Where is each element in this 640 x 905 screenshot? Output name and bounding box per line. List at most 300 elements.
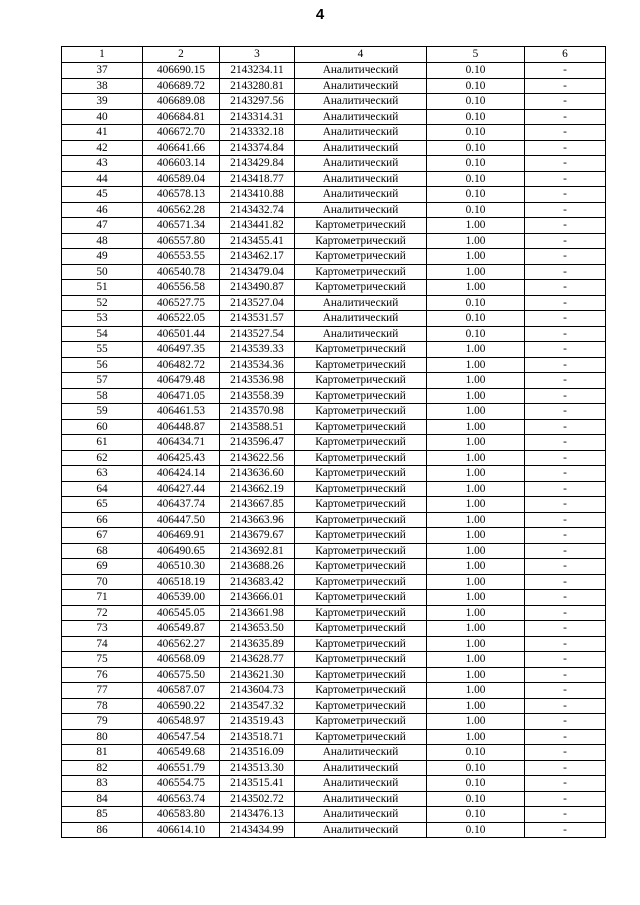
note-cell: - <box>525 202 606 218</box>
accuracy-cell: 1.00 <box>427 481 525 497</box>
y-coordinate-cell: 2143679.67 <box>220 528 295 544</box>
x-coordinate-cell: 406424.14 <box>143 466 220 482</box>
table-row <box>62 156 606 172</box>
method-cell: Аналитический <box>295 760 427 776</box>
table-row <box>62 373 606 389</box>
y-coordinate-cell: 2143518.71 <box>220 729 295 745</box>
point-number-cell: 54 <box>62 326 143 342</box>
point-number-cell: 79 <box>62 714 143 730</box>
x-coordinate-cell: 406556.58 <box>143 280 220 296</box>
method-cell: Аналитический <box>295 125 427 141</box>
method-cell: Картометрический <box>295 497 427 513</box>
method-cell: Картометрический <box>295 419 427 435</box>
method-cell: Аналитический <box>295 822 427 838</box>
x-coordinate-cell: 406540.78 <box>143 264 220 280</box>
x-coordinate-cell: 406589.04 <box>143 171 220 187</box>
x-coordinate-cell: 406590.22 <box>143 698 220 714</box>
y-coordinate-cell: 2143667.85 <box>220 497 295 513</box>
x-coordinate-cell: 406545.05 <box>143 605 220 621</box>
point-number-cell: 47 <box>62 218 143 234</box>
note-cell: - <box>525 559 606 575</box>
y-coordinate-cell: 2143490.87 <box>220 280 295 296</box>
point-number-cell: 74 <box>62 636 143 652</box>
table-row <box>62 435 606 451</box>
y-coordinate-cell: 2143604.73 <box>220 683 295 699</box>
point-number-cell: 51 <box>62 280 143 296</box>
note-cell: - <box>525 419 606 435</box>
x-coordinate-cell: 406563.74 <box>143 791 220 807</box>
x-coordinate-cell: 406568.09 <box>143 652 220 668</box>
method-cell: Картометрический <box>295 729 427 745</box>
point-number-cell: 70 <box>62 574 143 590</box>
x-coordinate-cell: 406689.08 <box>143 94 220 110</box>
y-coordinate-cell: 2143516.09 <box>220 745 295 761</box>
note-cell: - <box>525 156 606 172</box>
table-row <box>62 450 606 466</box>
accuracy-cell: 0.10 <box>427 140 525 156</box>
note-cell: - <box>525 822 606 838</box>
y-coordinate-cell: 2143462.17 <box>220 249 295 265</box>
note-cell: - <box>525 435 606 451</box>
y-coordinate-cell: 2143234.11 <box>220 63 295 79</box>
y-coordinate-cell: 2143596.47 <box>220 435 295 451</box>
note-cell: - <box>525 543 606 559</box>
x-coordinate-cell: 406554.75 <box>143 776 220 792</box>
accuracy-cell: 1.00 <box>427 497 525 513</box>
x-coordinate-cell: 406641.66 <box>143 140 220 156</box>
accuracy-cell: 0.10 <box>427 822 525 838</box>
header-col-4: 4 <box>295 47 427 63</box>
method-cell: Картометрический <box>295 590 427 606</box>
method-cell: Картометрический <box>295 466 427 482</box>
y-coordinate-cell: 2143410.88 <box>220 187 295 203</box>
point-number-cell: 64 <box>62 481 143 497</box>
method-cell: Картометрический <box>295 714 427 730</box>
point-number-cell: 57 <box>62 373 143 389</box>
table-row <box>62 218 606 234</box>
accuracy-cell: 1.00 <box>427 590 525 606</box>
point-number-cell: 78 <box>62 698 143 714</box>
x-coordinate-cell: 406448.87 <box>143 419 220 435</box>
y-coordinate-cell: 2143536.98 <box>220 373 295 389</box>
accuracy-cell: 1.00 <box>427 512 525 528</box>
y-coordinate-cell: 2143692.81 <box>220 543 295 559</box>
table-row <box>62 357 606 373</box>
table-row <box>62 698 606 714</box>
table-row <box>62 574 606 590</box>
table-row <box>62 822 606 838</box>
point-number-cell: 53 <box>62 311 143 327</box>
note-cell: - <box>525 326 606 342</box>
accuracy-cell: 1.00 <box>427 466 525 482</box>
coordinates-table <box>61 46 606 838</box>
accuracy-cell: 1.00 <box>427 388 525 404</box>
note-cell: - <box>525 776 606 792</box>
table-row <box>62 559 606 575</box>
y-coordinate-cell: 2143628.77 <box>220 652 295 668</box>
x-coordinate-cell: 406434.71 <box>143 435 220 451</box>
table-row <box>62 466 606 482</box>
point-number-cell: 45 <box>62 187 143 203</box>
note-cell: - <box>525 714 606 730</box>
note-cell: - <box>525 497 606 513</box>
note-cell: - <box>525 342 606 358</box>
table-row <box>62 729 606 745</box>
note-cell: - <box>525 667 606 683</box>
y-coordinate-cell: 2143527.54 <box>220 326 295 342</box>
method-cell: Картометрический <box>295 559 427 575</box>
method-cell: Аналитический <box>295 295 427 311</box>
note-cell: - <box>525 621 606 637</box>
note-cell: - <box>525 652 606 668</box>
point-number-cell: 72 <box>62 605 143 621</box>
table-header <box>62 47 606 63</box>
accuracy-cell: 1.00 <box>427 683 525 699</box>
accuracy-cell: 1.00 <box>427 233 525 249</box>
y-coordinate-cell: 2143455.41 <box>220 233 295 249</box>
accuracy-cell: 0.10 <box>427 807 525 823</box>
note-cell: - <box>525 683 606 699</box>
x-coordinate-cell: 406425.43 <box>143 450 220 466</box>
point-number-cell: 49 <box>62 249 143 265</box>
accuracy-cell: 1.00 <box>427 280 525 296</box>
table-row <box>62 171 606 187</box>
y-coordinate-cell: 2143653.50 <box>220 621 295 637</box>
x-coordinate-cell: 406557.80 <box>143 233 220 249</box>
method-cell: Картометрический <box>295 373 427 389</box>
x-coordinate-cell: 406562.27 <box>143 636 220 652</box>
x-coordinate-cell: 406689.72 <box>143 78 220 94</box>
x-coordinate-cell: 406672.70 <box>143 125 220 141</box>
point-number-cell: 73 <box>62 621 143 637</box>
table-row <box>62 326 606 342</box>
method-cell: Аналитический <box>295 202 427 218</box>
note-cell: - <box>525 187 606 203</box>
accuracy-cell: 0.10 <box>427 109 525 125</box>
header-col-5: 5 <box>427 47 525 63</box>
y-coordinate-cell: 2143441.82 <box>220 218 295 234</box>
table-body <box>62 63 606 838</box>
table-row <box>62 404 606 420</box>
accuracy-cell: 0.10 <box>427 187 525 203</box>
accuracy-cell: 1.00 <box>427 652 525 668</box>
y-coordinate-cell: 2143314.31 <box>220 109 295 125</box>
x-coordinate-cell: 406427.44 <box>143 481 220 497</box>
x-coordinate-cell: 406497.35 <box>143 342 220 358</box>
accuracy-cell: 1.00 <box>427 528 525 544</box>
table-row <box>62 125 606 141</box>
method-cell: Картометрический <box>295 481 427 497</box>
x-coordinate-cell: 406551.79 <box>143 760 220 776</box>
y-coordinate-cell: 2143519.43 <box>220 714 295 730</box>
header-col-1: 1 <box>62 47 143 63</box>
accuracy-cell: 1.00 <box>427 605 525 621</box>
accuracy-cell: 0.10 <box>427 311 525 327</box>
header-row <box>62 47 606 63</box>
x-coordinate-cell: 406549.87 <box>143 621 220 637</box>
point-number-cell: 68 <box>62 543 143 559</box>
table-row <box>62 683 606 699</box>
note-cell: - <box>525 745 606 761</box>
table-row <box>62 497 606 513</box>
note-cell: - <box>525 388 606 404</box>
y-coordinate-cell: 2143622.56 <box>220 450 295 466</box>
method-cell: Картометрический <box>295 264 427 280</box>
y-coordinate-cell: 2143688.26 <box>220 559 295 575</box>
x-coordinate-cell: 406583.80 <box>143 807 220 823</box>
x-coordinate-cell: 406471.05 <box>143 388 220 404</box>
point-number-cell: 60 <box>62 419 143 435</box>
x-coordinate-cell: 406527.75 <box>143 295 220 311</box>
note-cell: - <box>525 233 606 249</box>
method-cell: Картометрический <box>295 450 427 466</box>
x-coordinate-cell: 406603.14 <box>143 156 220 172</box>
table-row <box>62 590 606 606</box>
x-coordinate-cell: 406575.50 <box>143 667 220 683</box>
table-row <box>62 528 606 544</box>
note-cell: - <box>525 466 606 482</box>
accuracy-cell: 1.00 <box>427 342 525 358</box>
note-cell: - <box>525 218 606 234</box>
accuracy-cell: 1.00 <box>427 698 525 714</box>
accuracy-cell: 0.10 <box>427 125 525 141</box>
table-row <box>62 791 606 807</box>
table-row <box>62 605 606 621</box>
y-coordinate-cell: 2143374.84 <box>220 140 295 156</box>
table-row <box>62 187 606 203</box>
table-row <box>62 512 606 528</box>
header-col-3: 3 <box>220 47 295 63</box>
method-cell: Аналитический <box>295 109 427 125</box>
x-coordinate-cell: 406614.10 <box>143 822 220 838</box>
point-number-cell: 75 <box>62 652 143 668</box>
note-cell: - <box>525 512 606 528</box>
table-row <box>62 342 606 358</box>
method-cell: Аналитический <box>295 791 427 807</box>
method-cell: Картометрический <box>295 667 427 683</box>
table-row <box>62 776 606 792</box>
y-coordinate-cell: 2143570.98 <box>220 404 295 420</box>
method-cell: Картометрический <box>295 404 427 420</box>
table-row <box>62 63 606 79</box>
table-row <box>62 621 606 637</box>
x-coordinate-cell: 406461.53 <box>143 404 220 420</box>
x-coordinate-cell: 406549.68 <box>143 745 220 761</box>
table-row <box>62 714 606 730</box>
point-number-cell: 43 <box>62 156 143 172</box>
note-cell: - <box>525 605 606 621</box>
y-coordinate-cell: 2143534.36 <box>220 357 295 373</box>
method-cell: Картометрический <box>295 621 427 637</box>
point-number-cell: 56 <box>62 357 143 373</box>
point-number-cell: 71 <box>62 590 143 606</box>
y-coordinate-cell: 2143588.51 <box>220 419 295 435</box>
method-cell: Картометрический <box>295 698 427 714</box>
x-coordinate-cell: 406518.19 <box>143 574 220 590</box>
point-number-cell: 66 <box>62 512 143 528</box>
note-cell: - <box>525 528 606 544</box>
note-cell: - <box>525 729 606 745</box>
table-row <box>62 233 606 249</box>
note-cell: - <box>525 357 606 373</box>
x-coordinate-cell: 406510.30 <box>143 559 220 575</box>
table-row <box>62 388 606 404</box>
accuracy-cell: 1.00 <box>427 435 525 451</box>
x-coordinate-cell: 406479.48 <box>143 373 220 389</box>
point-number-cell: 37 <box>62 63 143 79</box>
method-cell: Аналитический <box>295 78 427 94</box>
y-coordinate-cell: 2143297.56 <box>220 94 295 110</box>
point-number-cell: 69 <box>62 559 143 575</box>
note-cell: - <box>525 171 606 187</box>
accuracy-cell: 0.10 <box>427 202 525 218</box>
x-coordinate-cell: 406553.55 <box>143 249 220 265</box>
point-number-cell: 48 <box>62 233 143 249</box>
x-coordinate-cell: 406578.13 <box>143 187 220 203</box>
accuracy-cell: 0.10 <box>427 776 525 792</box>
accuracy-cell: 1.00 <box>427 373 525 389</box>
method-cell: Картометрический <box>295 249 427 265</box>
note-cell: - <box>525 280 606 296</box>
point-number-cell: 83 <box>62 776 143 792</box>
note-cell: - <box>525 590 606 606</box>
method-cell: Картометрический <box>295 605 427 621</box>
accuracy-cell: 0.10 <box>427 63 525 79</box>
x-coordinate-cell: 406539.00 <box>143 590 220 606</box>
method-cell: Аналитический <box>295 807 427 823</box>
method-cell: Картометрический <box>295 683 427 699</box>
note-cell: - <box>525 63 606 79</box>
note-cell: - <box>525 295 606 311</box>
table-row <box>62 745 606 761</box>
method-cell: Аналитический <box>295 776 427 792</box>
note-cell: - <box>525 636 606 652</box>
y-coordinate-cell: 2143621.30 <box>220 667 295 683</box>
point-number-cell: 82 <box>62 760 143 776</box>
accuracy-cell: 1.00 <box>427 450 525 466</box>
table-row <box>62 109 606 125</box>
method-cell: Картометрический <box>295 574 427 590</box>
point-number-cell: 44 <box>62 171 143 187</box>
y-coordinate-cell: 2143418.77 <box>220 171 295 187</box>
method-cell: Картометрический <box>295 357 427 373</box>
x-coordinate-cell: 406690.15 <box>143 63 220 79</box>
header-col-2: 2 <box>143 47 220 63</box>
point-number-cell: 65 <box>62 497 143 513</box>
accuracy-cell: 0.10 <box>427 78 525 94</box>
y-coordinate-cell: 2143513.30 <box>220 760 295 776</box>
table-row <box>62 760 606 776</box>
point-number-cell: 40 <box>62 109 143 125</box>
point-number-cell: 52 <box>62 295 143 311</box>
accuracy-cell: 1.00 <box>427 714 525 730</box>
x-coordinate-cell: 406482.72 <box>143 357 220 373</box>
x-coordinate-cell: 406547.54 <box>143 729 220 745</box>
note-cell: - <box>525 450 606 466</box>
y-coordinate-cell: 2143547.32 <box>220 698 295 714</box>
note-cell: - <box>525 574 606 590</box>
accuracy-cell: 1.00 <box>427 357 525 373</box>
y-coordinate-cell: 2143476.13 <box>220 807 295 823</box>
table-row <box>62 264 606 280</box>
method-cell: Картометрический <box>295 218 427 234</box>
x-coordinate-cell: 406437.74 <box>143 497 220 513</box>
x-coordinate-cell: 406447.50 <box>143 512 220 528</box>
table-row <box>62 481 606 497</box>
point-number-cell: 76 <box>62 667 143 683</box>
accuracy-cell: 1.00 <box>427 667 525 683</box>
method-cell: Аналитический <box>295 311 427 327</box>
x-coordinate-cell: 406522.05 <box>143 311 220 327</box>
table-row <box>62 419 606 435</box>
method-cell: Картометрический <box>295 652 427 668</box>
point-number-cell: 62 <box>62 450 143 466</box>
y-coordinate-cell: 2143635.89 <box>220 636 295 652</box>
y-coordinate-cell: 2143666.01 <box>220 590 295 606</box>
table-row <box>62 140 606 156</box>
point-number-cell: 59 <box>62 404 143 420</box>
point-number-cell: 46 <box>62 202 143 218</box>
point-number-cell: 85 <box>62 807 143 823</box>
y-coordinate-cell: 2143502.72 <box>220 791 295 807</box>
accuracy-cell: 1.00 <box>427 264 525 280</box>
table-row <box>62 202 606 218</box>
accuracy-cell: 0.10 <box>427 156 525 172</box>
note-cell: - <box>525 373 606 389</box>
y-coordinate-cell: 2143661.98 <box>220 605 295 621</box>
accuracy-cell: 1.00 <box>427 621 525 637</box>
point-number-cell: 42 <box>62 140 143 156</box>
y-coordinate-cell: 2143663.96 <box>220 512 295 528</box>
note-cell: - <box>525 109 606 125</box>
y-coordinate-cell: 2143527.04 <box>220 295 295 311</box>
point-number-cell: 77 <box>62 683 143 699</box>
note-cell: - <box>525 404 606 420</box>
table-row <box>62 636 606 652</box>
point-number-cell: 55 <box>62 342 143 358</box>
method-cell: Аналитический <box>295 187 427 203</box>
table-row <box>62 652 606 668</box>
method-cell: Аналитический <box>295 140 427 156</box>
method-cell: Картометрический <box>295 528 427 544</box>
method-cell: Картометрический <box>295 342 427 358</box>
point-number-cell: 86 <box>62 822 143 838</box>
point-number-cell: 58 <box>62 388 143 404</box>
point-number-cell: 50 <box>62 264 143 280</box>
accuracy-cell: 0.10 <box>427 760 525 776</box>
y-coordinate-cell: 2143432.74 <box>220 202 295 218</box>
point-number-cell: 39 <box>62 94 143 110</box>
y-coordinate-cell: 2143539.33 <box>220 342 295 358</box>
table-row <box>62 78 606 94</box>
table-row <box>62 543 606 559</box>
accuracy-cell: 0.10 <box>427 295 525 311</box>
point-number-cell: 81 <box>62 745 143 761</box>
method-cell: Картометрический <box>295 636 427 652</box>
point-number-cell: 63 <box>62 466 143 482</box>
note-cell: - <box>525 140 606 156</box>
x-coordinate-cell: 406490.65 <box>143 543 220 559</box>
method-cell: Аналитический <box>295 156 427 172</box>
table-row <box>62 311 606 327</box>
accuracy-cell: 1.00 <box>427 559 525 575</box>
y-coordinate-cell: 2143479.04 <box>220 264 295 280</box>
note-cell: - <box>525 94 606 110</box>
x-coordinate-cell: 406469.91 <box>143 528 220 544</box>
y-coordinate-cell: 2143515.41 <box>220 776 295 792</box>
note-cell: - <box>525 760 606 776</box>
note-cell: - <box>525 311 606 327</box>
